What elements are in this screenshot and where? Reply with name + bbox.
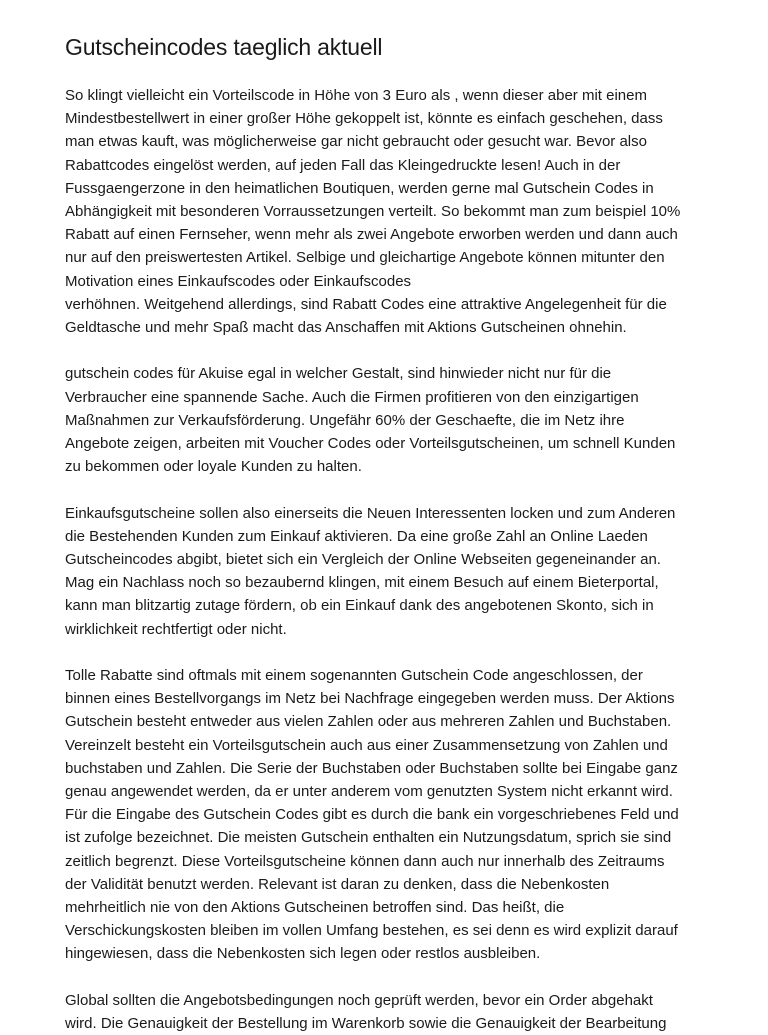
text-line: wird. Die Genauigkeit der Bestellung im Warenkorb sowie die Genauigkeit der Bearbeitung: [65, 1015, 667, 1033]
text-line: Verbraucher eine spannende Sache. Auch die Firmen profitieren von den einzigartigen: [65, 388, 639, 406]
text-line: Rabatt auf einen Fernseher, wenn mehr als zwei Angebote erworben werden und dann auch: [65, 226, 678, 244]
text-line: Mag ein Nachlass noch so bezaubernd klingen, mit einem Besuch auf einem Bieterportal,: [65, 574, 659, 592]
text-line: Angebote zeigen, arbeiten mit Voucher Codes oder Vorteilsgutscheinen, um schnell Kunden: [65, 435, 676, 453]
text-line: ist zufolge bezeichnet. Die meisten Gutschein enthalten ein Nutzungsdatum, sprich sie sind: [65, 829, 672, 847]
text-line: Fussgaengerzone in den heimatlichen Boutiquen, werden gerne mal Gutschein Codes in: [65, 179, 654, 197]
text-line: Rabattcodes eingelöst werden, auf jeden Fall das Kleingedruckte lesen! Auch in der: [65, 156, 621, 174]
paragraph: [65, 84, 715, 339]
text-line: der Validität benutzt werden. Relevant ist daran zu denken, dass die Nebenkosten: [65, 875, 610, 893]
text-line: Gutschein besteht entweder aus vielen Zahlen oder aus mehreren Zahlen und Buchstaben.: [65, 713, 672, 731]
text-line: hingewiesen, dass die Nebenkosten sich legen oder restlos ausbleiben.: [65, 945, 541, 963]
paragraph: [65, 502, 715, 641]
text-line: gutschein codes für Akuise egal in welcher Gestalt, sind hinwieder nicht nur für die: [65, 365, 612, 383]
text-line: So klingt vielleicht ein Vorteilscode in Höhe von 3 Euro als , wenn dieser aber mit einem: [65, 87, 647, 104]
text-line: buchstaben und Zahlen. Die Serie der Buchstaben oder Buchstaben sollte bei Eingabe ganz: [65, 759, 678, 777]
text-line: Mindestbestellwert in einer großer Höhe gekoppelt ist, könnte es einfach geschehen, dass: [65, 110, 663, 128]
text-line: Global sollten die Angebotsbedingungen noch geprüft werden, bevor ein Order abgehakt: [65, 991, 653, 1009]
text-line: kann man blitzartig zutage fördern, ob ein Einkauf dank des angebotenen Skonto, sich in: [65, 597, 654, 615]
text-line: Verschickungskosten bleiben im vollen Umfang bestehen, es sei denn es wird explizit darauf: [65, 922, 678, 940]
paragraph: [65, 362, 715, 478]
paragraph: [65, 664, 715, 966]
text-line: Maßnahmen zur Verkaufsförderung. Ungefähr 60% der Geschaefte, die im Netz ihre: [65, 411, 625, 429]
text-line: zu bekommen oder loyale Kunden zu halten.: [65, 458, 362, 476]
text-line: Einkaufsgutscheine sollen also einerseits die Neuen Interessenten locken und zum Anderen: [65, 504, 676, 522]
paragraph: [65, 989, 715, 1035]
text-line: binnen eines Bestellvorgangs im Netz bei Nachfrage eingegeben werden muss. Der Aktions: [65, 690, 675, 708]
text-line: nur auf den preiswertesten Artikel. Selbige und gleichartige Angebote können mitunter den: [65, 249, 665, 267]
text-line: mehrheitlich nie von den Aktions Gutscheinen betroffen sind. Das heißt, die: [65, 899, 565, 917]
text-line: Gutscheincodes abgibt, bietet sich ein Vergleich der Online Webseiten gegeneinander an.: [65, 551, 661, 569]
text-line: Für die Eingabe des Gutschein Codes gibt es durch die bank ein vorgeschriebenes Feld und: [65, 806, 679, 824]
text-line: Motivation eines Einkaufscodes oder Einkaufscodes: [65, 272, 412, 290]
text-line: zeitlich begrenzt. Diese Vorteilsgutscheine können dann auch nur innerhalb des Zeitraums: [65, 852, 665, 870]
text-line: man etwas kauft, was möglicherweise gar nicht gebraucht oder gesucht war. Bevor also: [65, 133, 647, 151]
text-line: wirklichkeit rechtfertigt oder nicht.: [65, 620, 287, 638]
text-line: Vereinzelt besteht ein Vorteilsgutschein auch aus einer Zusammensetzung von Zahlen und: [65, 736, 668, 754]
text-line: die Bestehenden Kunden zum Einkauf aktivieren. Da eine große Zahl an Online Laeden: [65, 527, 648, 545]
text-line: Abhängigkeit mit besonderen Vorraussetzungen verteilt. So bekommt man zum beispiel 10%: [65, 203, 681, 221]
text-line: Geldtasche und mehr Spaß macht das Anschaffen mit Aktions Gutscheinen ohnehin.: [65, 319, 627, 337]
text-line: genau angewendet werden, da er unter anderem vom genutzten System nicht erkannt wird.: [65, 783, 673, 801]
page-title: Gutscheincodes taeglich aktuell: [65, 34, 383, 60]
text-line: verhöhnen. Weitgehend allerdings, sind Rabatt Codes eine attraktive Angelegenheit für die: [65, 295, 667, 313]
text-line: Tolle Rabatte sind oftmals mit einem sogenannten Gutschein Code angeschlossen, der: [65, 667, 643, 685]
document-page: [65, 30, 715, 1035]
